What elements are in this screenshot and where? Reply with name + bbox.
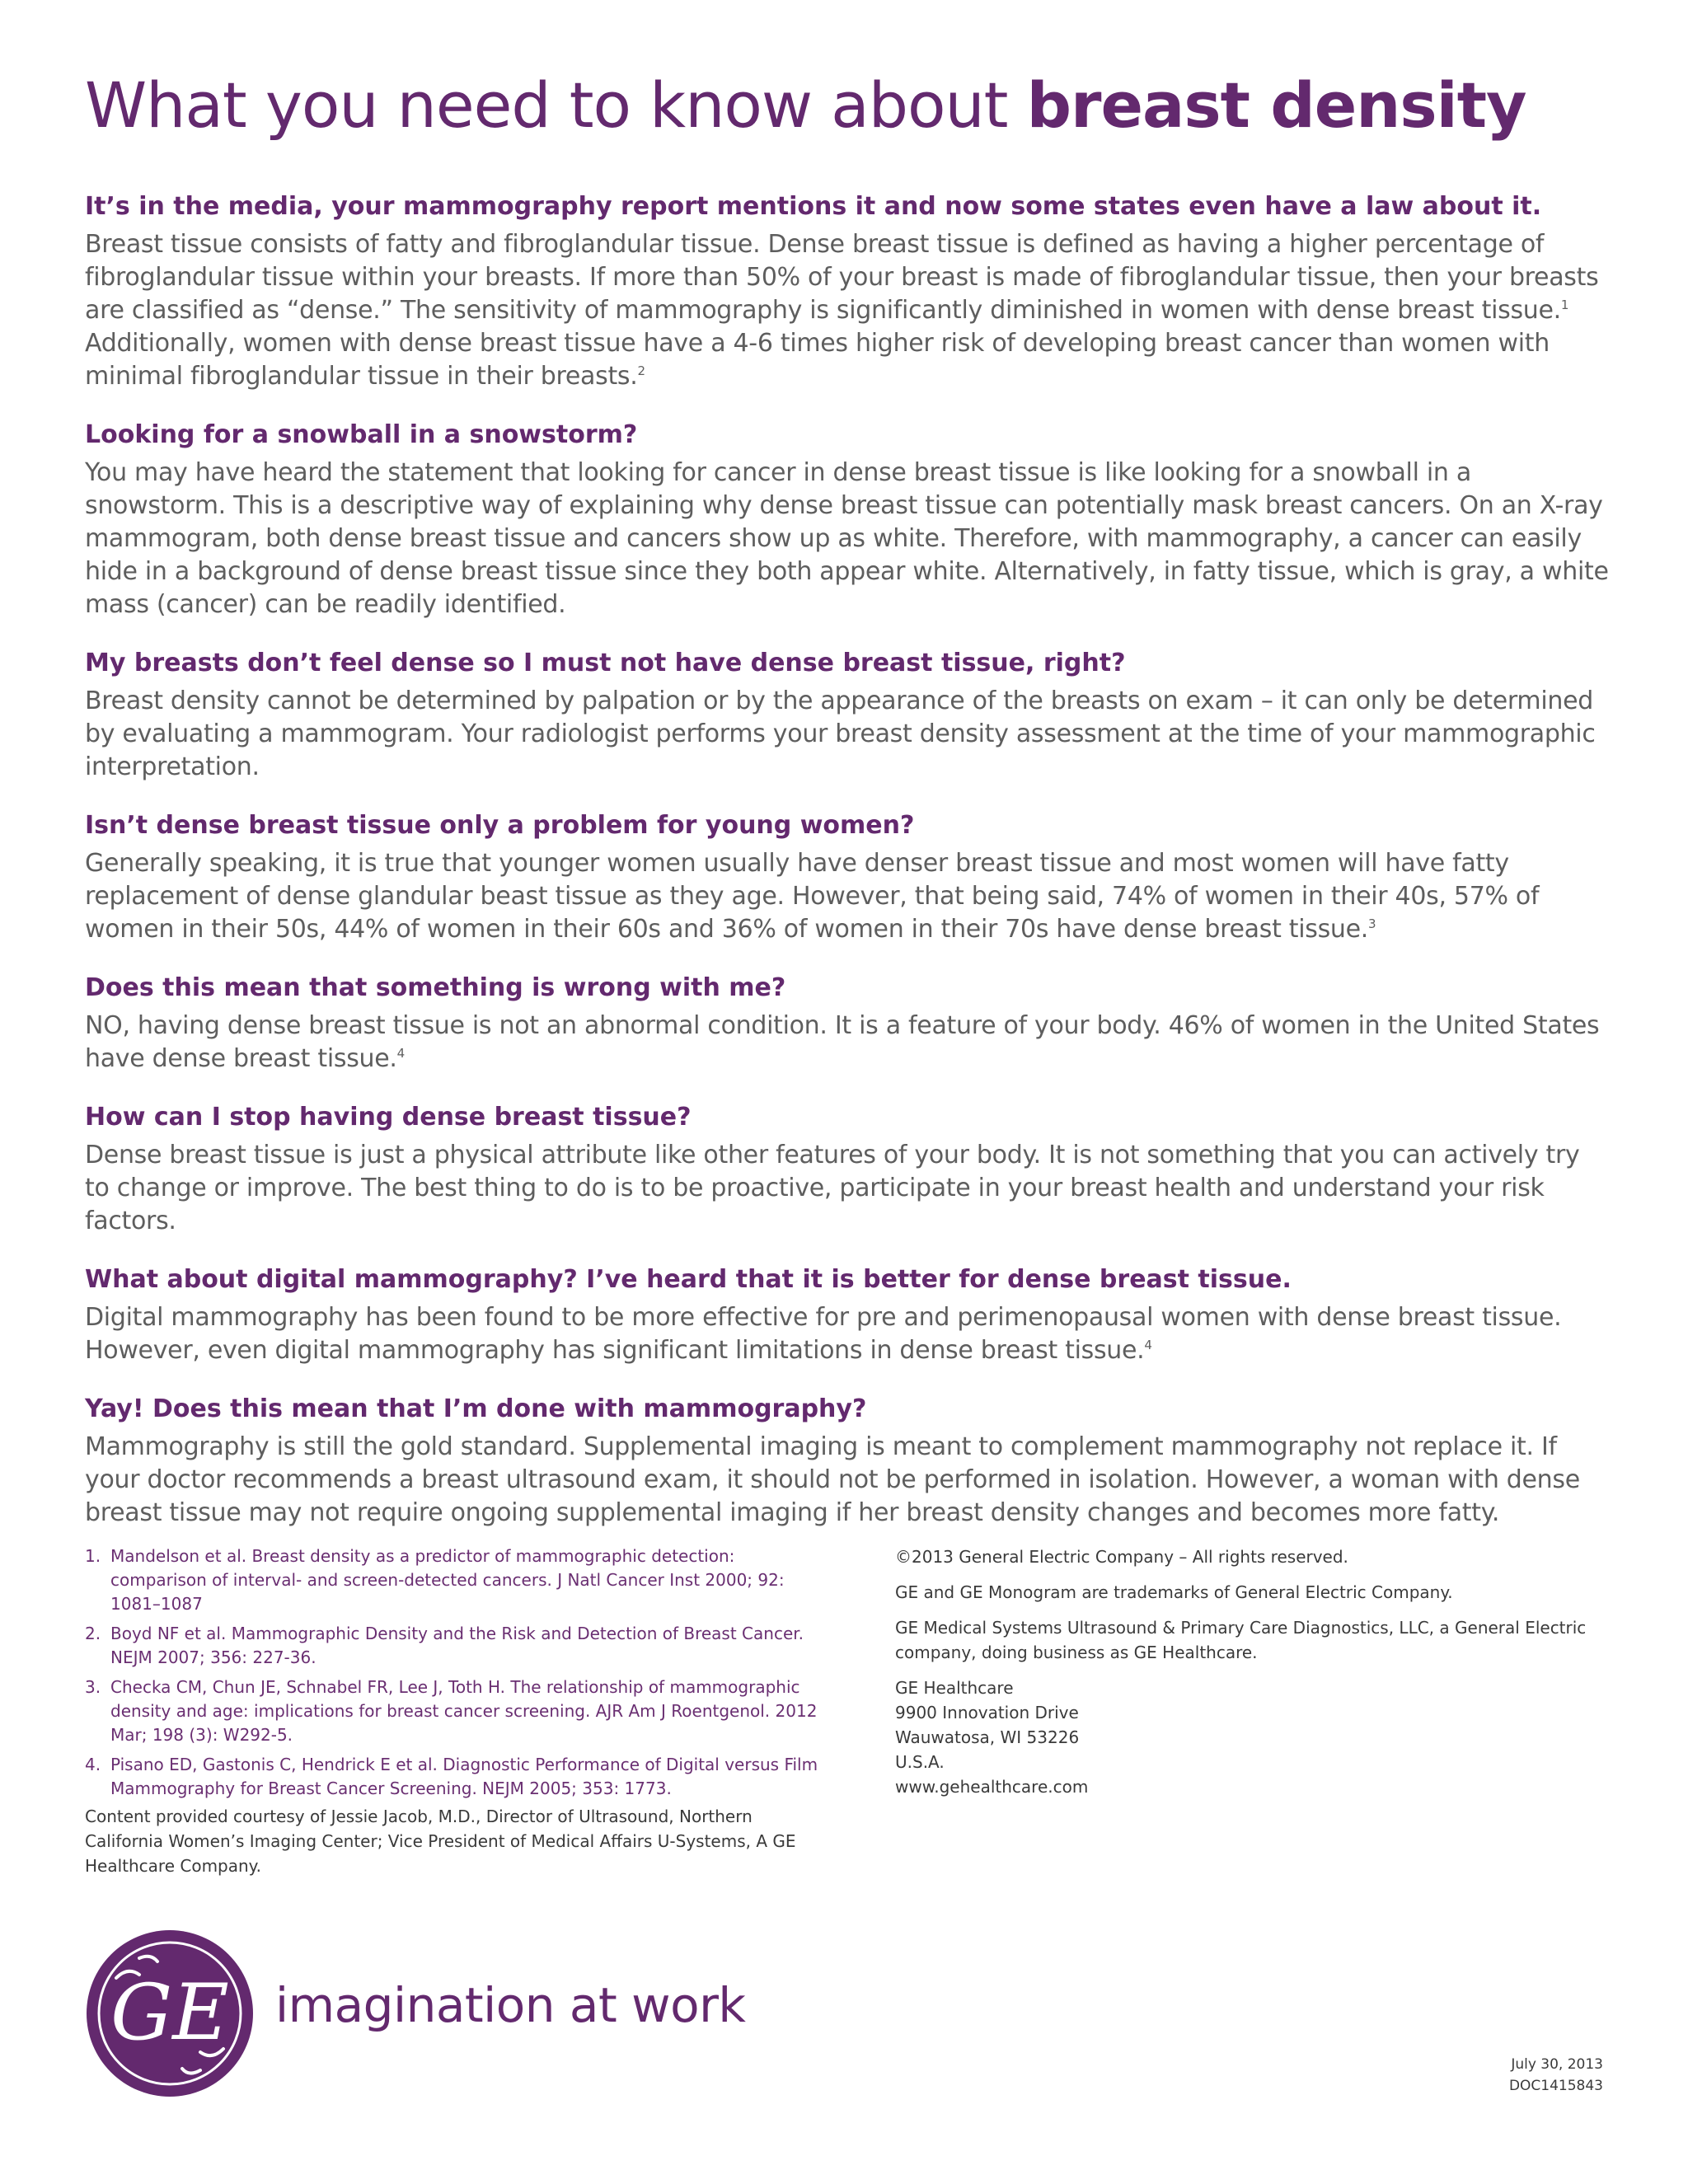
answer-text: NO, having dense breast tissue is not an abnormal condition. It is a feature of your body. 46% of women in the United States have dense breast tissue. bbox=[85, 1011, 1600, 1073]
section-question: My breasts don’t feel dense so I must not have dense breast tissue, right? bbox=[85, 649, 1126, 677]
faq-section bbox=[85, 1263, 1610, 1367]
title-bold: breast density bbox=[1026, 68, 1526, 142]
reference-number: 3. bbox=[85, 1677, 101, 1697]
section-answer: Mammography is still the gold standard. Supplemental imaging is meant to complement mammography not replace it. If your doctor recommends a breast ultrasound exam, it should not be performed in isolation. However, a woman with dense breast tissue may not require ongoing supplemental imaging if her breast density changes and becomes more fatty. bbox=[85, 1432, 1580, 1527]
faq-section bbox=[85, 809, 1610, 946]
faq-section bbox=[85, 647, 1610, 784]
faq-section bbox=[85, 190, 1610, 393]
answer-text: Breast tissue consists of fatty and fibroglandular tissue. Dense breast tissue is defined as having a higher percentage of fibroglandular tissue within your breasts. If more than 50% of your breast is made of fibroglandular tissue, then your breasts are classified as “dense.” The sensitivity of mammography is significantly diminished in women with dense breast tissue. bbox=[85, 230, 1599, 325]
footnote-marker: 2 bbox=[637, 363, 645, 378]
section-question: Does this mean that something is wrong with me? bbox=[85, 973, 786, 1002]
section-question: Yay! Does this mean that I’m done with mammography? bbox=[85, 1394, 867, 1423]
section-answer bbox=[85, 1301, 1610, 1367]
section-answer: You may have heard the statement that looking for cancer in dense breast tissue is like looking for a snowball in a snowstorm. This is a descriptive way of explaining why dense breast tissue can potentially mask breast cancers. On an X-ray mammogram, both dense breast tissue and cancers show up as white. Therefore, with mammography, a cancer can easily hide in a background of dense breast tissue since they both appear white. Alternatively, in fatty tissue, which is gray, a white mass (cancer) can be readily identified. bbox=[85, 458, 1609, 619]
website-link[interactable]: www.gehealthcare.com bbox=[895, 1777, 1089, 1797]
content-credit: Content provided courtesy of Jessie Jacob, M.D., Director of Ultrasound, Northern California Women’s Imaging Center; Vice President of Medical Affairs U-Systems, A GE Healthcare Company. bbox=[85, 1807, 796, 1876]
faq-section bbox=[85, 972, 1610, 1076]
address-line: Wauwatosa, WI 53226 bbox=[895, 1727, 1080, 1747]
reference-text: Checka CM, Chun JE, Schnabel FR, Lee J, Toth H. The relationship of mammographic density and age: implications for breast cancer screening. AJR Am J Roentgenol. 2012 Mar; 198 (3): W292-5. bbox=[110, 1677, 818, 1745]
reference-number: 4. bbox=[85, 1755, 101, 1774]
address-line: 9900 Innovation Drive bbox=[895, 1703, 1079, 1722]
footnote-marker: 3 bbox=[1368, 916, 1376, 931]
footnote-marker: 4 bbox=[1144, 1338, 1152, 1352]
section-answer bbox=[85, 847, 1610, 946]
ge-monogram-icon bbox=[85, 1929, 255, 2098]
section-answer: Dense breast tissue is just a physical attribute like other features of your body. It is not something that you can actively try to change or improve. The best thing to do is to be proactive, participate in your breast health and understand your risk factors. bbox=[85, 1141, 1580, 1235]
faq-sections bbox=[85, 190, 1610, 1555]
answer-text-cont: Additionally, women with dense breast tissue have a 4-6 times higher risk of developing breast cancer than women with minimal fibroglandular tissue in their breasts. bbox=[85, 329, 1550, 391]
address-line: GE Healthcare bbox=[895, 1678, 1014, 1698]
reference-item bbox=[85, 1675, 827, 1747]
faq-section bbox=[85, 1101, 1610, 1238]
document-footer bbox=[1509, 2054, 1603, 2097]
section-question: Isn’t dense breast tissue only a problem for young women? bbox=[85, 811, 915, 840]
reference-text: Mandelson et al. Breast density as a predictor of mammographic detection: comparison of interval- and screen-detected cancers. J Natl Cancer Inst 2000; 92: 1081–1087 bbox=[110, 1546, 785, 1614]
answer-text: Generally speaking, it is true that younger women usually have denser breast tissue and most women will have fatty replacement of dense glandular beast tissue as they age. However, that being said, 74% of women in their 40s, 57% of women in their 50s, 44% of women in their 60s and 36% of women in their 70s have dense breast tissue. bbox=[85, 849, 1540, 944]
footnote-marker: 4 bbox=[396, 1046, 405, 1061]
company-address bbox=[895, 1675, 1604, 1799]
faq-section bbox=[85, 419, 1610, 621]
section-answer bbox=[85, 1010, 1610, 1076]
trademark-notice: GE and GE Monogram are trademarks of General Electric Company. bbox=[895, 1582, 1453, 1602]
reference-number: 1. bbox=[85, 1546, 101, 1566]
logo-letters: GE bbox=[110, 1968, 229, 2058]
document-id: DOC1415843 bbox=[1508, 2078, 1603, 2094]
reference-item bbox=[85, 1544, 827, 1616]
address-line: U.S.A. bbox=[895, 1752, 945, 1772]
section-question: Looking for a snowball in a snowstorm? bbox=[85, 420, 638, 449]
section-question: What about digital mammography? I’ve heard that it is better for dense breast tissue. bbox=[85, 1265, 1292, 1294]
page-title bbox=[85, 68, 1526, 142]
reference-item bbox=[85, 1622, 827, 1670]
reference-text: Boyd NF et al. Mammographic Density and the Risk and Detection of Breast Cancer. NEJM 2007; 356: 227-36. bbox=[110, 1624, 804, 1667]
section-question: It’s in the media, your mammography report mentions it and now some states even have a law about it. bbox=[85, 192, 1542, 221]
section-question: How can I stop having dense breast tissue? bbox=[85, 1103, 692, 1132]
references-list bbox=[85, 1544, 827, 1807]
section-answer bbox=[85, 228, 1610, 393]
answer-text: Digital mammography has been found to be more effective for pre and perimenopausal women with dense breast tissue. However, even digital mammography has significant limitations in dense breast tissue. bbox=[85, 1303, 1562, 1365]
document-date: July 30, 2013 bbox=[1511, 2056, 1603, 2073]
section-answer: Breast density cannot be determined by palpation or by the appearance of the breasts on exam – it can only be determined by evaluating a mammogram. Your radiologist performs your breast density assessment at the time of your mammographic interpretation. bbox=[85, 687, 1596, 781]
tagline: imagination at work bbox=[275, 1977, 746, 2033]
company-notice: GE Medical Systems Ultrasound & Primary Care Diagnostics, LLC, a General Electric company, doing business as GE Healthcare. bbox=[895, 1618, 1587, 1662]
legal-block bbox=[895, 1544, 1604, 1799]
title-regular: What you need to know about bbox=[85, 68, 1027, 142]
reference-number: 2. bbox=[85, 1624, 101, 1643]
reference-text: Pisano ED, Gastonis C, Hendrick E et al. Diagnostic Performance of Digital versus Film Mammography for Breast Cancer Screening. NEJM 2005; 353: 1773. bbox=[110, 1755, 818, 1798]
reference-item bbox=[85, 1753, 827, 1801]
faq-section bbox=[85, 1393, 1610, 1530]
footnote-marker: 1 bbox=[1560, 298, 1569, 312]
copyright-notice: ©2013 General Electric Company – All rights reserved. bbox=[895, 1547, 1348, 1567]
